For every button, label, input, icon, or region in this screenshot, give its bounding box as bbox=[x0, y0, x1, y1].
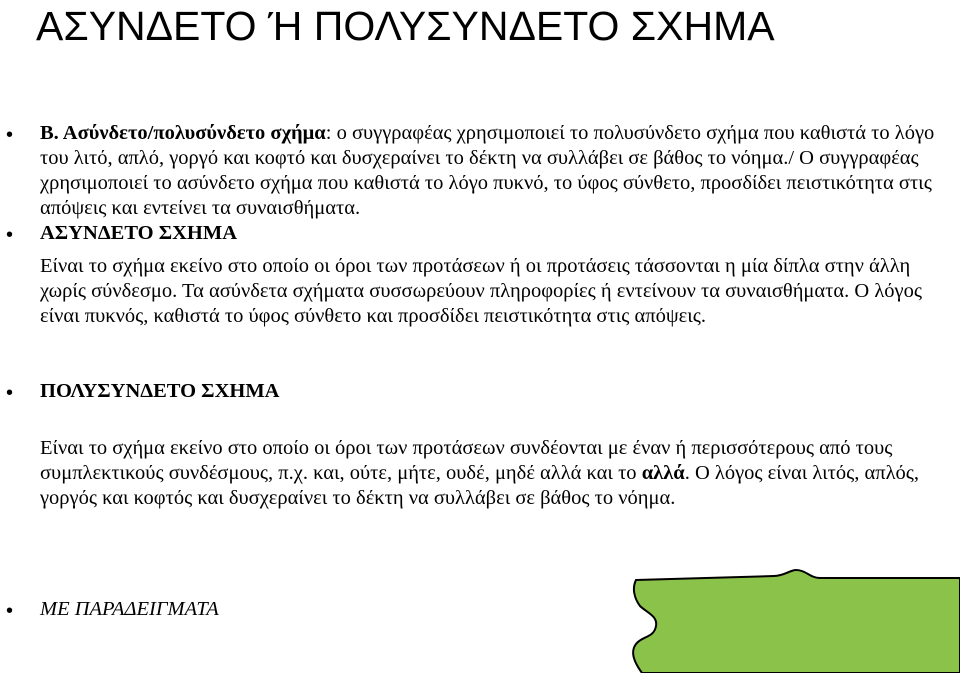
puzzle-piece-shape bbox=[624, 566, 960, 673]
bullet-3-heading: ΠΟΛΥΣΥΝΔΕΤΟ ΣΧΗΜΑ bbox=[40, 380, 280, 402]
bullet-marker: • bbox=[6, 224, 14, 246]
slide-title: ΑΣΥΝΔΕΤΟ Ή ΠΟΛΥΣΥΝΔΕΤΟ ΣΧΗΜΑ bbox=[36, 3, 775, 49]
bullet-3-text-start: Είναι το σχήμα εκείνο στο οποίο οι όροι των προτάσεων συνδέονται με έναν ή περισσότερους από τους συμπλεκτικούς συνδέσμους, π.χ. και, ούτε, μήτε, ουδέ, μηδέ αλλά και το bbox=[40, 437, 893, 484]
bullet-marker: • bbox=[6, 124, 14, 146]
bullet-marker: • bbox=[6, 600, 14, 622]
bullet-1-paragraph bbox=[40, 121, 955, 221]
bullet-3-text-end: . Ο λόγος είναι λιτός, απλός, γοργός και κοφτός και δυσχεραίνει το δέκτη να συλλάβει σε βάθος το νόημα. bbox=[40, 462, 919, 509]
bullet-1-text: : ο συγγραφέας χρησιμοποιεί το πολυσύνδετο σχήμα που καθιστά το λόγο του λιτό, απλό, γοργό και κοφτό και δυσχεραίνει το δέκτη να συλλάβει σε βάθος το νόημα./ Ο συγγραφέας χρησιμοποιεί το ασύνδετο σχήμα που καθιστά το λόγο πυκνό, το ύφος σύνθετο, προσδίδει πειστικότητα στις απόψεις και εντείνει τα συναισθήματα. bbox=[40, 122, 935, 219]
bullet-3-paragraph bbox=[40, 436, 955, 511]
puzzle-piece-body bbox=[633, 570, 960, 673]
bullet-2-heading: ΑΣΥΝΔΕΤΟ ΣΧΗΜΑ bbox=[40, 222, 238, 244]
bullet-3-text-bold: αλλά bbox=[641, 462, 685, 484]
bullet-marker: • bbox=[6, 382, 14, 404]
bullet-2-paragraph: Είναι το σχήμα εκείνο στο οποίο οι όροι των προτάσεων ή οι προτάσεις τάσσονται η μία δίπλα στην άλλη χωρίς σύνδεσμο. Τα ασύνδετα σχήματα συσσωρεύουν πληροφορίες ή εντείνουν τα συναισθήματα. Ο λόγος είναι πυκνός, καθιστά το ύφος σύνθετο και προσδίδει πειστικότητα στις απόψεις. bbox=[40, 255, 922, 327]
bullet-4-text: ΜΕ ΠΑΡΑΔΕΙΓΜΑΤΑ bbox=[40, 598, 219, 620]
bullet-1-lead: Β. Ασύνδετο/πολυσύνδετο σχήμα bbox=[40, 122, 326, 144]
